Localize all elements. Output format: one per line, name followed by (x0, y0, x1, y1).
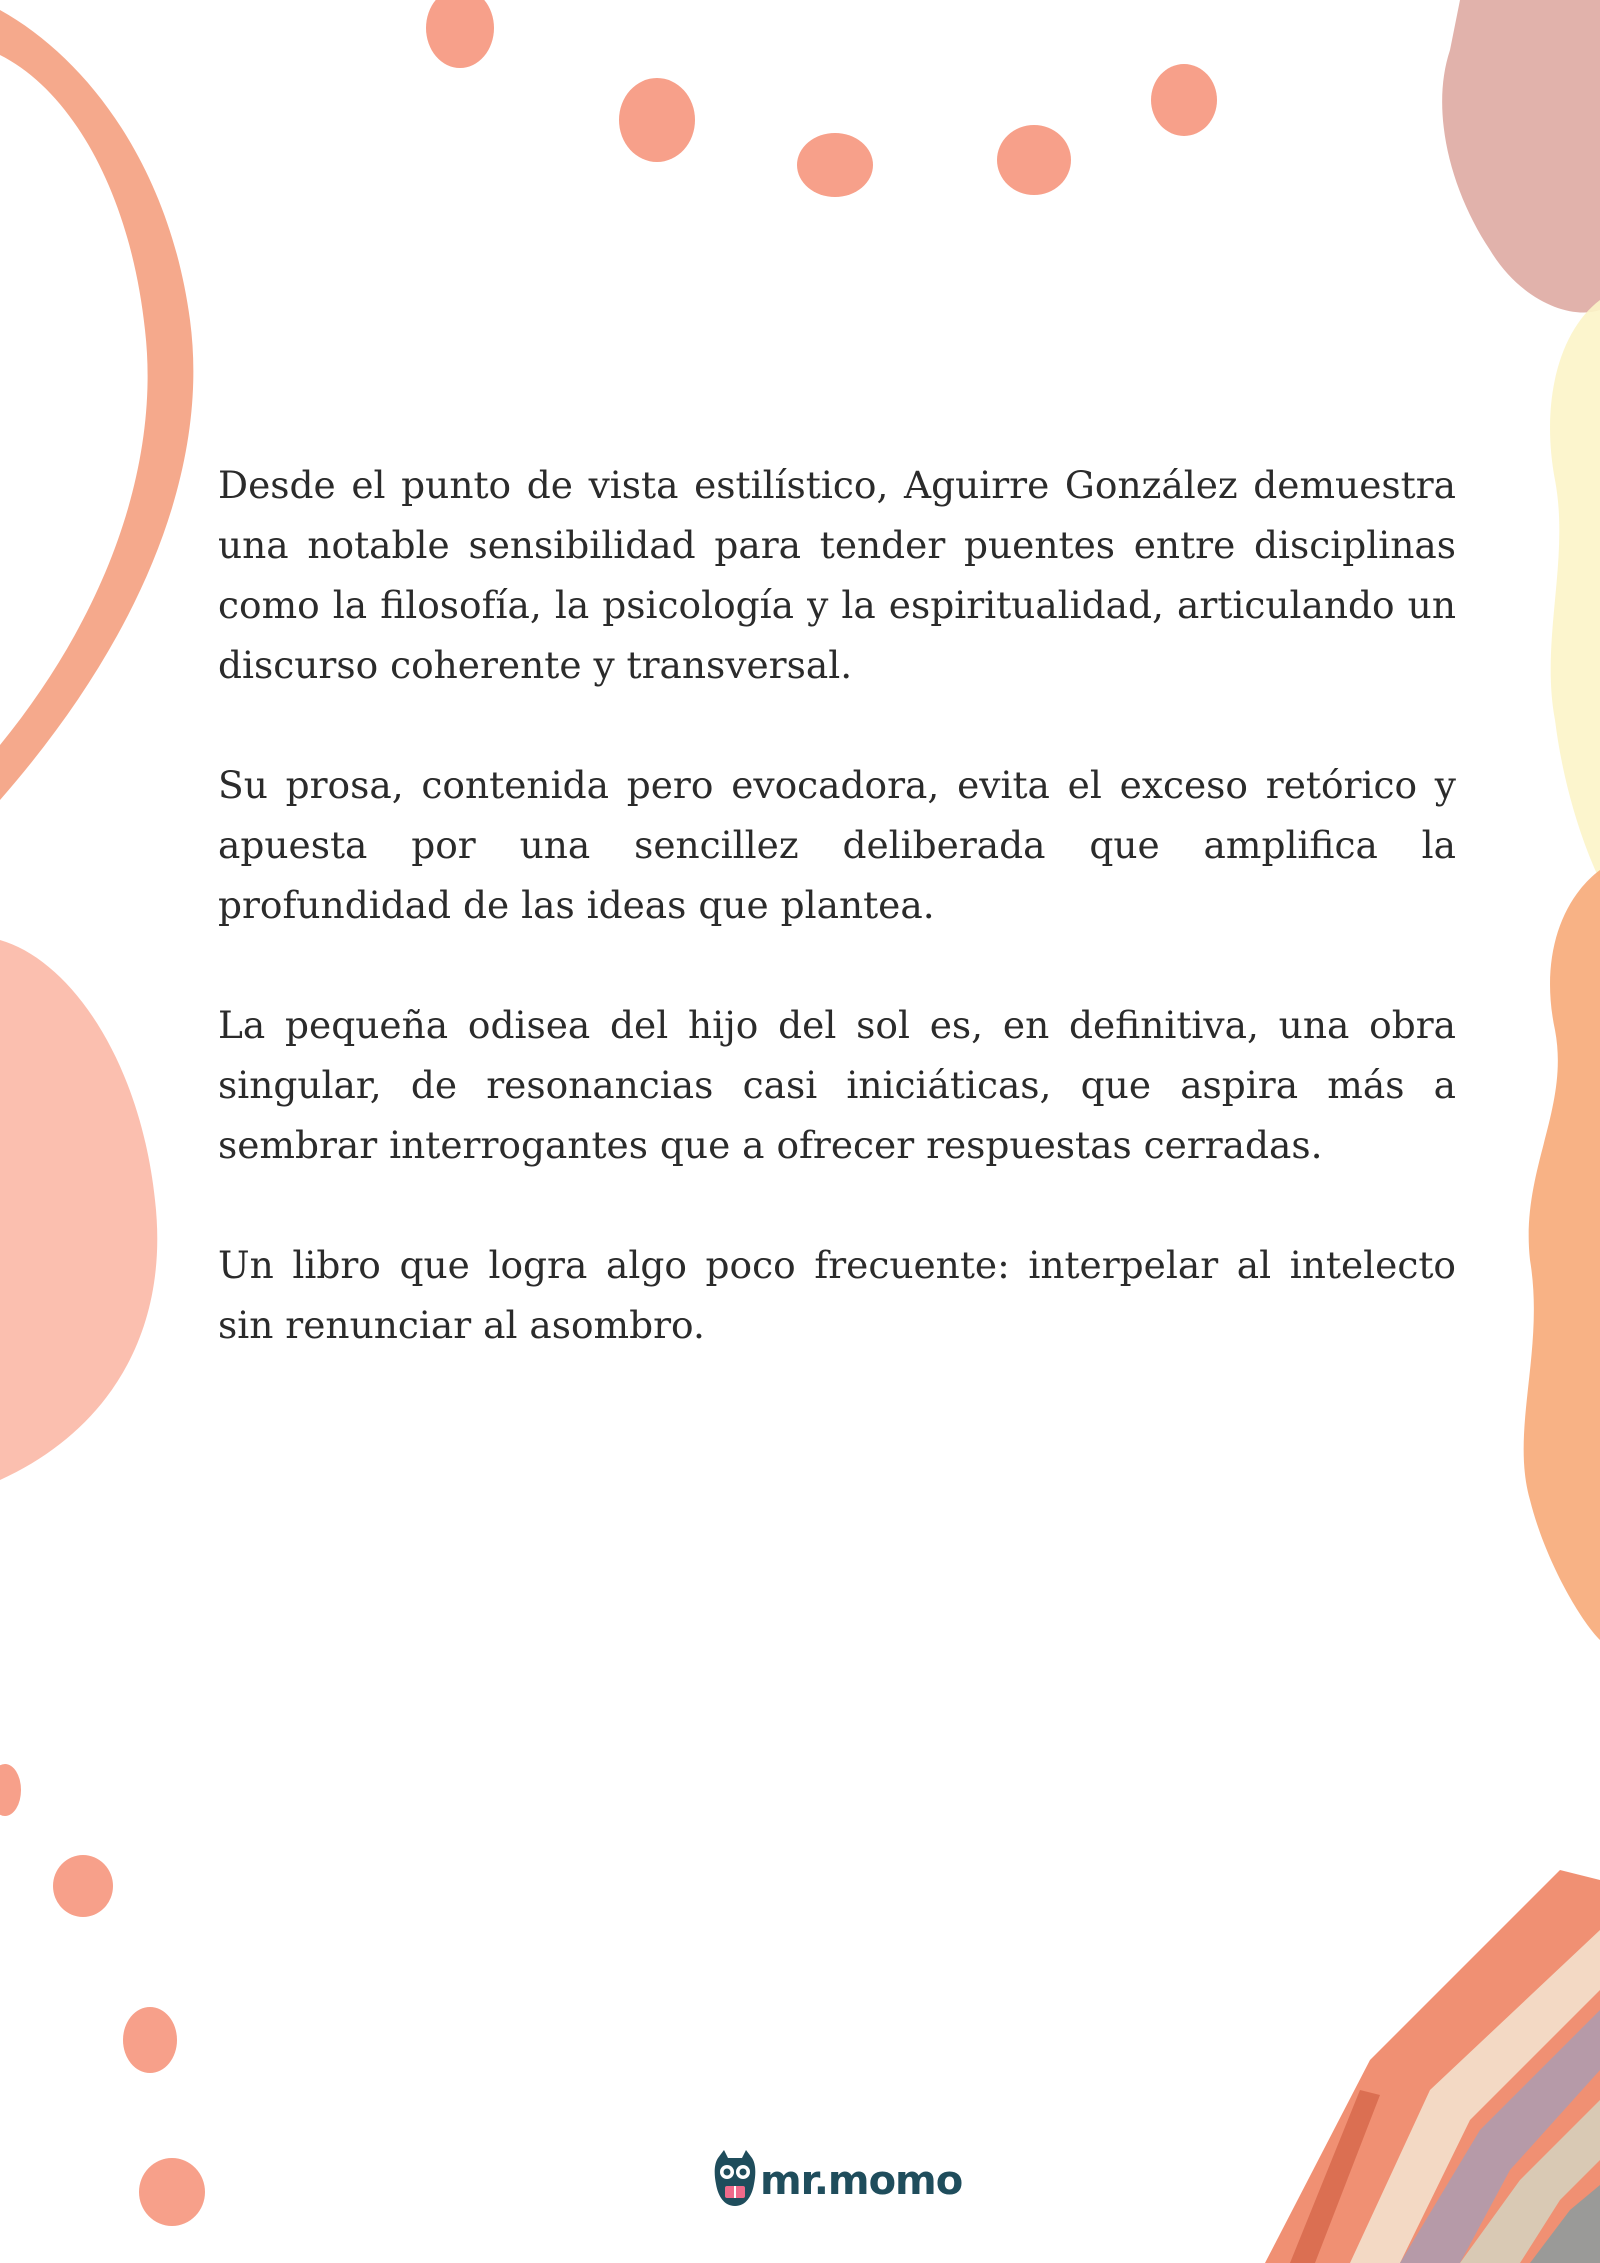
decor-dot (797, 133, 873, 197)
decor-dot (1151, 64, 1217, 136)
left-pink-blob (0, 940, 157, 1480)
decor-dot (53, 1855, 113, 1917)
decor-dot (426, 0, 494, 68)
decor-dot (123, 2007, 177, 2073)
right-orange-blob (1524, 870, 1600, 1640)
right-yellow-wash (1550, 300, 1600, 880)
review-text (218, 455, 1456, 1415)
decor-dot (139, 2158, 205, 2226)
owl-mascot-icon (712, 2150, 758, 2210)
paragraph-3: La pequeña odisea del hijo del sol es, en definitiva, una obra singular, de resonancias casi iniciáticas, que aspira más a sembrar interrogantes que a ofrecer respuestas cerradas. (218, 1003, 1456, 1167)
left-arc (0, 10, 193, 800)
paragraph-1: Desde el punto de vista estilístico, Aguirre González demuestra una notable sensibilidad para tender puentes entre disciplinas como la filosofía, la psicología y la espiritualidad, articulando un discurso coherente y transversal. (218, 463, 1456, 687)
decor-dot (997, 125, 1071, 195)
mr-momo-logo (712, 2150, 963, 2216)
paragraph-4: Un libro que logra algo poco frecuente: interpelar al intelecto sin renunciar al asombro. (218, 1243, 1456, 1347)
decor-dot (619, 78, 695, 162)
top-right-mauve-blob (1442, 0, 1600, 313)
book-stack-illustration (1265, 1870, 1600, 2263)
decor-dot (0, 1764, 21, 1816)
logo-text: mr.momo (760, 2158, 963, 2204)
paragraph-2: Su prosa, contenida pero evocadora, evita el exceso retórico y apuesta por una sencillez deliberada que amplifica la profundidad de las ideas que plantea. (218, 763, 1456, 927)
